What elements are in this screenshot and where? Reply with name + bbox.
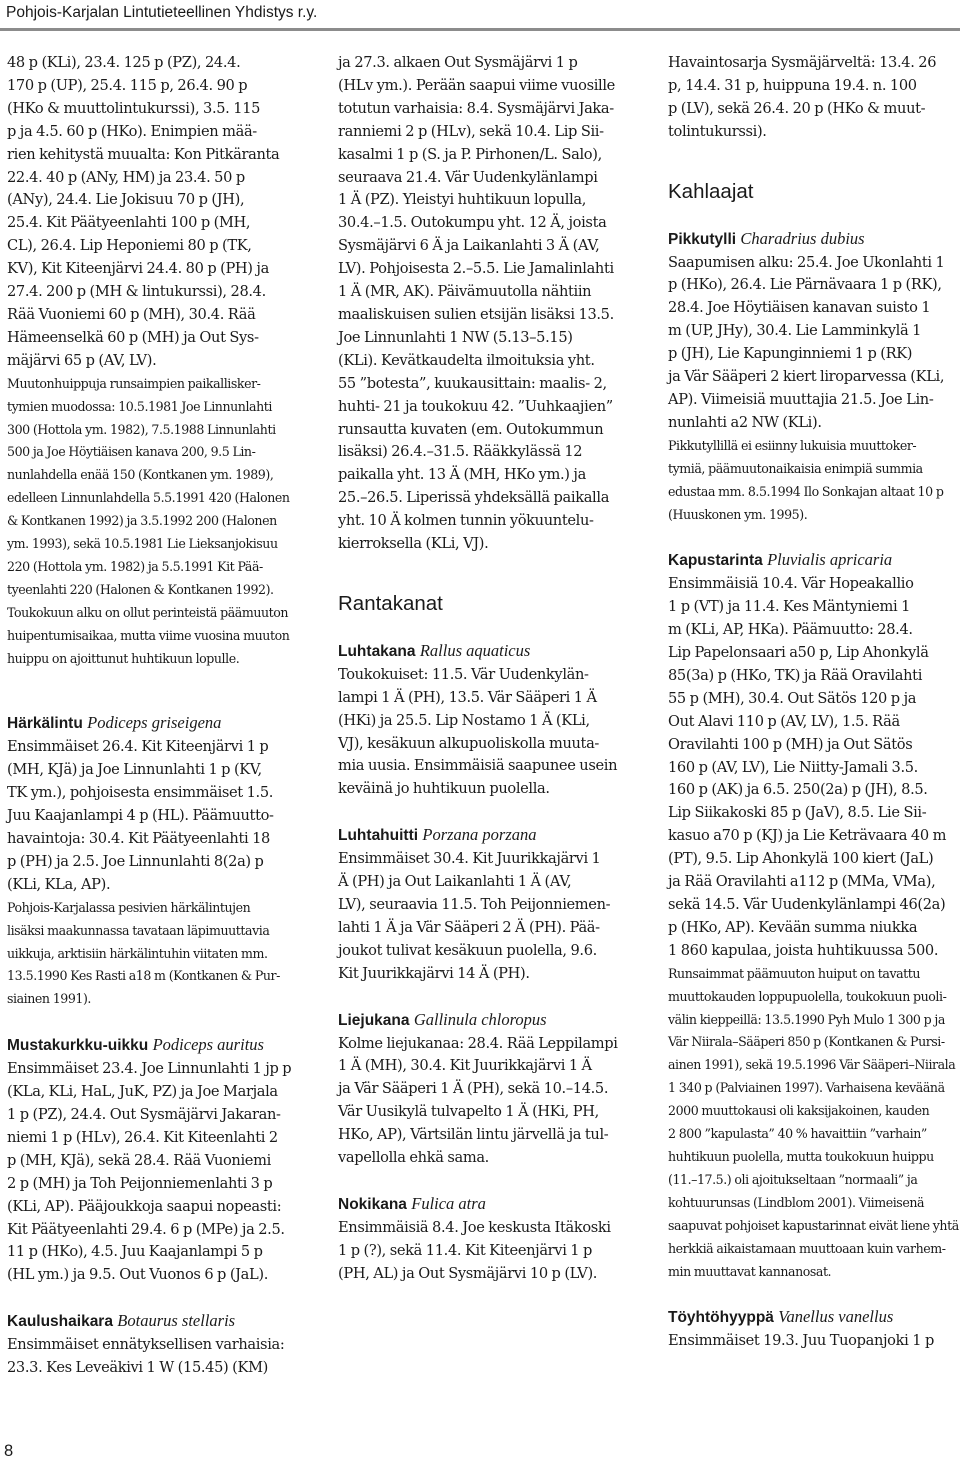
column-2 — [338, 52, 632, 1286]
species-note — [668, 963, 958, 1284]
text-line: Kit Päätyeenlahti 29.4. 6 p (MPe) ja 2.5. — [7, 1220, 285, 1238]
text-line: 55 ”botesta”, kuukausittain: maalis- 2, — [338, 374, 607, 392]
text-line: välin kieppeillä: 13.5.1990 Pyh Mulo 1 300 p ja — [668, 1011, 945, 1027]
text-line: p ja 4.5. 60 p (HKo). Enimpien mää- — [7, 122, 257, 140]
text-line: tymien muodossa: 10.5.1981 Joe Linnunlahti — [7, 398, 272, 414]
species-text — [7, 1058, 303, 1287]
text-line: Oravilahti 100 p (MH) ja Out Sätös — [668, 735, 913, 753]
text-line: Kit Juurikkajärvi 14 Ä (PH). — [338, 964, 530, 982]
text-line: ym. 1993), sekä 10.5.1981 Lie Lieksanjokisuu — [7, 536, 278, 552]
species-name: Luhtakana — [338, 642, 416, 660]
page-number: 8 — [4, 1442, 14, 1460]
text-line: muuttokauden loppupuolella, toukokuun puoli- — [668, 988, 947, 1004]
text-line: ja 27.3. alkaen Out Sysmäjärvi 1 p — [338, 54, 578, 71]
paragraph-intro — [338, 52, 632, 556]
text-line: min muuttavat kannanosat. — [668, 1263, 832, 1279]
species-note — [7, 897, 303, 1012]
text-line: ranniemi 2 p (HLv), sekä 10.4. Lip Sii- — [338, 122, 604, 140]
text-line: (MH, KJä) ja Joe Linnunlahti 1 p (KV, — [7, 761, 262, 779]
text-line: Kolme liejukanaa: 28.4. Rää Leppilampi — [338, 1034, 618, 1052]
text-line: Hämeenselkä 60 p (MH) ja Out Sys- — [7, 328, 259, 346]
text-line: sekä 14.5. Vär Uudenkylänlampi 46(2a) — [668, 896, 946, 913]
species-scientific-name: Fulica atra — [411, 1193, 486, 1213]
text-line: mäjärvi 65 p (AV, LV). — [7, 351, 157, 369]
text-line: 55 p (MH), 30.4. Out Sätös 120 p ja — [668, 689, 917, 707]
species-heading-kaulushaikara — [7, 1310, 303, 1334]
text-line: saapuvat pohjoiset kapustarinnat eivät liene yhtä — [668, 1217, 959, 1233]
text-line: (HLv ym.). Perään saapui viime vuosille — [338, 76, 615, 94]
species-name: Liejukana — [338, 1011, 410, 1029]
text-line: 23.3. Kes Leveäkivi 1 W (15.45) (KM) — [7, 1359, 269, 1377]
species-heading-kapustarinta — [668, 549, 958, 573]
text-line: m (KLi, AP, HKa). Päämuutto: 28.4. — [668, 621, 913, 639]
species-note — [668, 435, 958, 527]
text-line: tymiä, päämuutonaikaisia enimpiä summia — [668, 460, 923, 476]
text-line: 1 Ä (MR, AK). Päivämuutolla nähtiin — [338, 283, 592, 301]
text-line: 1 Ä (MH), 30.4. Kit Juurikkajärvi 1 Ä — [338, 1057, 592, 1075]
text-line: 1 p (PZ), 24.4. Out Sysmäjärvi Jakaran- — [7, 1105, 281, 1123]
text-line: kasuo a70 p (KJ) ja Lie Keträvaara 40 m — [668, 827, 947, 845]
text-line: 2000 muuttokausi oli kaksijakoinen, kauden — [668, 1103, 930, 1119]
text-line: Vär Niirala–Sääperi 850 p (Kontkanen & Pursi- — [668, 1034, 945, 1050]
text-line: (HKi) ja 25.5. Lip Nostamo 1 Ä (KLi, — [338, 711, 590, 729]
species-name: Kapustarinta — [668, 552, 763, 570]
text-line: 220 (Hottola ym. 1982) ja 5.5.1991 Kit Pää- — [7, 558, 263, 574]
text-line: herkkiä aikaistamaan muuttoaan kuin varhem- — [668, 1240, 946, 1256]
text-line: niemi 1 p (HLv), 26.4. Kit Kiteenlahti 2 — [7, 1128, 278, 1146]
text-line: Pohjois-Karjalassa pesivien härkälintujen — [7, 899, 251, 915]
text-line: TK ym.), pohjoisesta ensimmäiset 1.5. — [7, 784, 274, 802]
text-line: (PH, AL) ja Out Sysmäjärvi 10 p (LV). — [338, 1264, 598, 1282]
text-line: Juu Kaajanlampi 4 p (HL). Päämuutto- — [7, 807, 274, 825]
text-line: kohtuurunsas (Lindblom 2001). Viimeisenä — [668, 1194, 925, 1210]
text-line: lampi 1 Ä (PH), 13.5. Vär Sääperi 1 Ä — [338, 688, 597, 706]
text-line: Joe Linnunlahti 1 NW (5.13–5.15) — [338, 328, 573, 346]
text-line: (KLi, AP). Pääjoukkoja saapui nopeasti: — [7, 1197, 282, 1215]
species-text — [668, 252, 958, 435]
paragraph-intro — [7, 52, 303, 373]
paragraph-intro — [668, 52, 958, 144]
text-line: nunlahdella enää 150 (Kontkanen ym. 1989), — [7, 467, 274, 483]
text-line: AP). Viimeisiä muuttajia 21.5. Joe Lin- — [668, 390, 934, 408]
text-line: 2 800 ”kapulasta” 40 % havaittiin ”varhain” — [668, 1126, 927, 1142]
text-line: Toukokuiset: 11.5. Vär Uudenkylän- — [338, 665, 589, 683]
text-line: 30.4.–1.5. Outokumpu yht. 12 Ä, joista — [338, 214, 607, 232]
text-line: mia uusia. Ensimmäisiä saapunee usein — [338, 757, 618, 775]
species-text — [7, 736, 303, 896]
text-line: tyeenlahti 220 (Halonen & Kontkanen 1992). — [7, 581, 274, 597]
species-text — [338, 848, 632, 985]
text-line: ja Rää Oravilahti a112 p (MMa, VMa), — [668, 873, 936, 891]
text-line: yht. 10 Ä kolmen tunnin yökuuntelu- — [338, 512, 594, 530]
species-name: Luhtahuitti — [338, 827, 419, 845]
species-heading-mustakurkku-uikku — [7, 1034, 303, 1058]
text-line: lisäksi) 26.4.–31.5. Rääkkylässä 12 — [338, 443, 583, 461]
text-line: 25.4. Kit Päätyeenlahti 100 p (MH, — [7, 214, 251, 232]
category-heading: Kahlaajat — [668, 179, 754, 203]
text-line: (11.–17.5.) oli ajoitukseltaan ”normaali” ja — [668, 1171, 918, 1187]
column-1 — [7, 52, 303, 1380]
text-line: havaintoja: 30.4. Kit Päätyeenlahti 18 — [7, 830, 270, 847]
text-line: ja Vär Sääperi 1 Ä (PH), sekä 10.–14.5. — [338, 1080, 609, 1098]
header-rule — [0, 28, 960, 31]
text-line: runsautta kuvaten (em. Outokummun — [338, 420, 604, 438]
text-line: p (JH), Lie Kapunginniemi 1 p (RK) — [668, 345, 913, 363]
text-line: Out Alavi 110 p (AV, LV), 1.5. Rää — [668, 712, 900, 730]
text-line: KV), Kit Kiteenjärvi 24.4. 80 p (PH) ja — [7, 260, 269, 278]
species-name: Töyhtöhyyppä — [668, 1309, 774, 1327]
text-line: Ensimmäisiä 8.4. Joe keskusta Itäkoski — [338, 1218, 611, 1236]
text-line: 28.4. Joe Höytiäisen kanavan suisto 1 — [668, 299, 931, 317]
text-line: 1 p (?), sekä 11.4. Kit Kiteenjärvi 1 p — [338, 1241, 593, 1259]
text-line: (KLi). Kevätkaudelta ilmoituksia yht. — [338, 351, 595, 369]
text-line: p (HKo), 26.4. Lie Pärnävaara 1 p (RK), — [668, 276, 942, 294]
species-scientific-name: Porzana porzana — [422, 825, 537, 845]
species-heading-liejukana — [338, 1009, 632, 1033]
text-line: ainen 1991), sekä 19.5.1996 Vär Sääperi–Niirala — [668, 1057, 956, 1073]
species-text — [668, 1330, 958, 1353]
text-line: 170 p (UP), 25.4. 115 p, 26.4. 90 p — [7, 76, 248, 94]
text-line: 500 ja Joe Höytiäisen kanava 200, 9.5 Lin- — [7, 444, 256, 460]
text-line: Toukokuun alku on ollut perinteistä päämuuton — [7, 604, 289, 620]
text-line: tolintukurssi). — [668, 122, 767, 140]
text-line: huhti- 21 ja toukokuu 42. ”Uuhkaajien” — [338, 397, 613, 415]
text-line: Ensimmäiset ennätyksellisen varhaisia: — [7, 1336, 285, 1354]
text-line: p (PH) ja 2.5. Joe Linnunlahti 8(2a) p — [7, 852, 264, 870]
species-text — [668, 573, 958, 962]
text-line: (HKo & muuttolintukurssi), 3.5. 115 — [7, 99, 261, 117]
text-line: rien kehitystä muualta: Kon Pitkäranta — [7, 145, 280, 163]
species-name: Nokikana — [338, 1195, 407, 1213]
text-line: 1 860 kapulaa, joista huhtikuussa 500. — [668, 941, 939, 959]
species-name: Härkälintu — [7, 715, 83, 733]
text-line: Ä (PH) ja Out Laikanlahti 1 Ä (AV, — [338, 873, 572, 891]
text-line: (PT), 9.5. Lip Ahonkylä 100 kiert (JaL) — [668, 850, 934, 868]
species-name: Kaulushaikara — [7, 1313, 113, 1331]
text-line: Ensimmäisiä 10.4. Vär Hopeakallio — [668, 575, 914, 593]
species-heading-luhtahuitti — [338, 824, 632, 848]
species-scientific-name: Podiceps griseigena — [87, 713, 222, 733]
text-line: Muutonhuippuja runsaimpien paikallisker- — [7, 375, 261, 391]
text-line: totutun varhaisia: 8.4. Sysmäjärvi Jaka- — [338, 99, 614, 117]
species-text — [338, 1217, 632, 1286]
text-line: 13.5.1990 Kes Rasti a18 m (Kontkanen & Pur- — [7, 968, 280, 984]
text-line: 1 340 p (Palviainen 1997). Varhaisena keväänä — [668, 1080, 945, 1096]
text-line: p (LV), sekä 26.4. 20 p (HKo & muut- — [668, 99, 926, 117]
text-line: Lip Siikakoski 85 p (JaV), 8.5. Lie Sii- — [668, 804, 927, 822]
species-name: Pikkutylli — [668, 230, 737, 248]
text-line: siainen 1991). — [7, 991, 91, 1007]
text-line: p, 14.4. 31 p, huippuna 19.4. n. 100 — [668, 76, 917, 94]
column-3 — [668, 52, 958, 1353]
text-line: maaliskuisen sulien etsijän lisäksi 13.5. — [338, 305, 614, 323]
text-line: ja Vär Sääperi 2 kiert liroparvessa (KLi, — [668, 368, 945, 386]
text-line: 1 Ä (PZ). Yleistyi huhtikuun lopulla, — [338, 191, 587, 209]
text-line: VJ), kesäkuun alkupuoliskolla muuta- — [338, 734, 600, 752]
species-scientific-name: Rallus aquaticus — [419, 640, 531, 660]
text-line: kasalmi 1 p (S. ja P. Pirhonen/L. Salo), — [338, 145, 602, 163]
text-line: LV). Pohjoisesta 2.–5.5. Lie Jamalinlahti — [338, 260, 614, 278]
species-scientific-name: Gallinula chloropus — [413, 1009, 547, 1029]
species-scientific-name: Vanellus vanellus — [778, 1307, 894, 1327]
text-line: Runsaimmat päämuuton huiput on tavattu — [668, 965, 921, 981]
running-head: Pohjois-Karjalan Lintutieteellinen Yhdistys r.y. — [6, 4, 318, 21]
text-line: Havaintosarja Sysmäjärveltä: 13.4. 26 — [668, 54, 937, 71]
text-line: 300 (Hottola ym. 1982), 7.5.1988 Linnunlahti — [7, 421, 276, 437]
text-line: Lip Papelonsaari a50 p, Lip Ahonkylä — [668, 644, 929, 662]
text-line: Pikkutyllillä ei esiinny lukuisia muuttoker- — [668, 437, 917, 453]
text-line: edelleen Linnunlahdella 5.5.1991 420 (Halonen — [7, 490, 290, 506]
text-line: 11 p (HKo), 4.5. Juu Kaajanlampi 5 p — [7, 1243, 263, 1261]
text-line: Vär Uusikylä tulvapelto 1 Ä (HKi, PH, — [338, 1103, 599, 1121]
text-line: edustaa mm. 8.5.1994 Ilo Sonkajan altaat 10 p — [668, 483, 944, 499]
text-line: 160 p (AK) ja 6.5. 250(2a) p (JH), 8.5. — [668, 781, 928, 799]
text-line: Ensimmäiset 19.3. Juu Tuopanjoki 1 p — [668, 1332, 934, 1350]
species-scientific-name: Charadrius dubius — [740, 228, 865, 248]
species-text — [7, 1334, 303, 1380]
text-line: keväinä jo huhtikuun puolella. — [338, 780, 550, 798]
text-line: huippu on ajoittunut huhtikuun lopulle. — [7, 650, 240, 666]
text-line: Ensimmäiset 30.4. Kit Juurikkajärvi 1 — [338, 850, 601, 868]
species-text — [338, 1033, 632, 1170]
species-heading-toyhtohyyppa — [668, 1306, 958, 1330]
text-line: joukot tulivat kesäkuun puolella, 9.6. — [338, 941, 597, 959]
text-line: & Kontkanen 1992) ja 3.5.1992 200 (Halonen — [7, 513, 277, 529]
species-scientific-name: Botaurus stellaris — [117, 1311, 236, 1331]
text-line: 2 p (MH) ja Toh Peijonniemenlahti 3 p — [7, 1174, 273, 1192]
text-line: m (UP, JHy), 30.4. Lie Lamminkylä 1 — [668, 322, 922, 340]
species-heading-harkalintu — [7, 712, 303, 736]
text-line: nunlahti a2 NW (KLi). — [668, 413, 822, 431]
text-line: 22.4. 40 p (ANy, HM) ja 23.4. 50 p — [7, 168, 245, 186]
text-line: 48 p (KLi), 23.4. 125 p (PZ), 24.4. — [7, 54, 241, 71]
text-line: (KLa, KLi, HaL, JuK, PZ) ja Joe Marjala — [7, 1083, 278, 1101]
text-line: huhtikuun puolella, mutta toukokuun huippu — [668, 1148, 934, 1164]
note-intro — [7, 373, 303, 671]
text-line: CL), 26.4. Lip Heponiemi 80 p (TK, — [7, 237, 252, 255]
species-text — [338, 664, 632, 801]
text-line: 1 p (VT) ja 11.4. Kes Mäntyniemi 1 — [668, 598, 911, 616]
text-line: Sysmäjärvi 6 Ä ja Laikanlahti 3 Ä (AV, — [338, 237, 600, 255]
text-line: kierroksella (KLi, VJ). — [338, 535, 489, 553]
text-line: paikalla yht. 13 Ä (MH, HKo ym.) ja — [338, 466, 586, 484]
text-line: Rää Vuoniemi 60 p (MH), 30.4. Rää — [7, 305, 256, 323]
text-line: 85(3a) p (HKo, TK) ja Rää Oravilahti — [668, 666, 923, 684]
species-name: Mustakurkku-uikku — [7, 1037, 149, 1055]
text-line: (ANy), 24.4. Lie Jokisuu 70 p (JH), — [7, 191, 245, 209]
text-line: (Huuskonen ym. 1995). — [668, 506, 808, 522]
species-heading-luhtakana — [338, 640, 632, 664]
text-line: p (MH, KJä), sekä 28.4. Rää Vuoniemi — [7, 1151, 271, 1169]
text-line: uikkuja, arktisiin härkälintuhin viitaten mm. — [7, 945, 268, 961]
text-line: huipentumisaikaa, mutta viime vuosina muuton — [7, 627, 290, 643]
text-line: HKo, AP), Värtsilän lintu järvellä ja tul- — [338, 1126, 609, 1144]
text-line: 160 p (AV, LV), Lie Niitty-Jamali 3.5. — [668, 758, 918, 776]
species-scientific-name: Pluvialis apricaria — [767, 550, 893, 570]
species-heading-nokikana — [338, 1193, 632, 1217]
text-line: (HL ym.) ja 9.5. Out Vuonos 6 p (JaL). — [7, 1266, 269, 1284]
category-heading: Rantakanat — [338, 591, 443, 615]
text-line: LV), seuraavia 11.5. Toh Peijonniemen- — [338, 896, 611, 913]
text-line: Ensimmäiset 23.4. Joe Linnunlahti 1 jp p — [7, 1060, 292, 1078]
text-line: p (HKo, AP). Kevään summa niukka — [668, 918, 918, 936]
text-line: vapellolla ehkä sama. — [338, 1149, 489, 1167]
text-line: Saapumisen alku: 25.4. Joe Ukonlahti 1 — [668, 253, 945, 271]
text-line: 27.4. 200 p (MH & lintukurssi), 28.4. — [7, 283, 266, 301]
text-line: seuraava 21.4. Vär Uudenkylänlampi — [338, 168, 598, 186]
text-line: lahti 1 Ä ja Vär Sääperi 2 Ä (PH). Pää- — [338, 918, 600, 936]
species-heading-pikkutylli — [668, 228, 958, 252]
text-line: (KLi, KLa, AP). — [7, 875, 111, 893]
text-line: lisäksi maakunnassa tavataan läpimuuttavia — [7, 922, 270, 938]
species-scientific-name: Podiceps auritus — [152, 1035, 264, 1055]
text-line: 25.–26.5. Liperissä yhdeksällä paikalla — [338, 489, 610, 507]
text-line: Ensimmäiset 26.4. Kit Kiteenjärvi 1 p — [7, 738, 269, 756]
